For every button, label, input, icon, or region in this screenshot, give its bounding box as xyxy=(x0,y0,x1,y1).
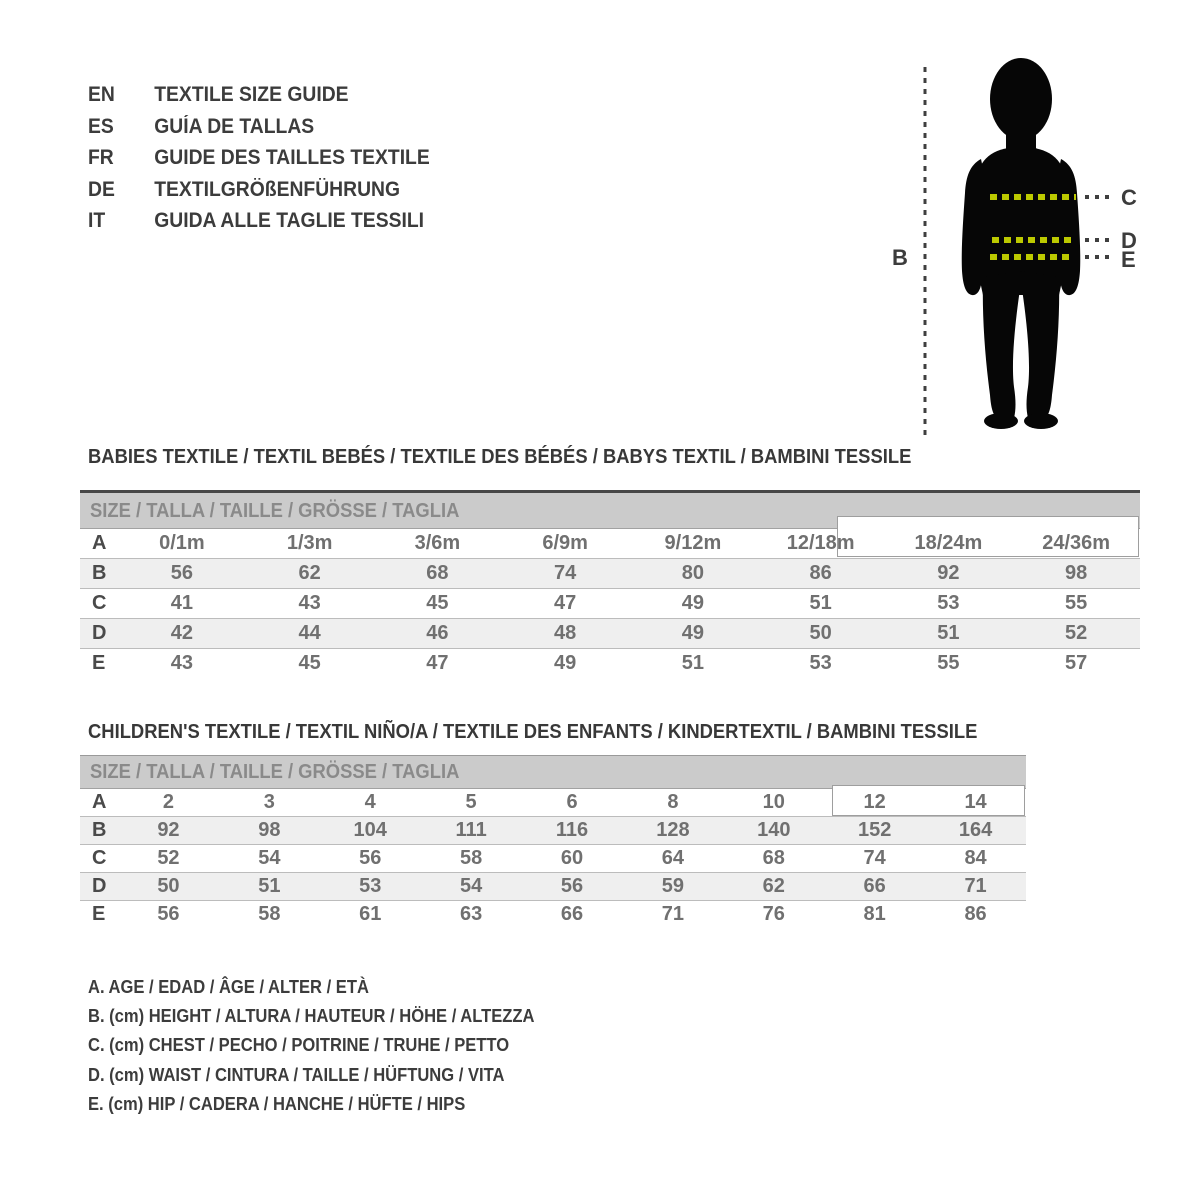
language-code: ES xyxy=(88,114,114,138)
size-value-cell: 8 xyxy=(667,791,679,813)
size-value-cell: 52 xyxy=(157,847,180,869)
guide-title: GUIDA ALLE TAGLIE TESSILI xyxy=(154,209,425,232)
size-value-cell: 128 xyxy=(656,819,690,841)
language-row-fr xyxy=(88,142,459,174)
size-value-cell: 116 xyxy=(555,819,589,841)
size-value-cell: 111 xyxy=(455,819,487,841)
size-value-cell: 1/3m xyxy=(286,532,333,554)
size-value-cell: 10 xyxy=(762,791,785,813)
size-value-cell: 66 xyxy=(560,903,584,925)
row-label: D xyxy=(92,622,107,644)
row-label: D xyxy=(92,875,107,897)
size-value-cell: 6/9m xyxy=(542,532,588,554)
size-value-cell: 44 xyxy=(298,622,321,644)
size-value-cell: 49 xyxy=(681,622,704,644)
size-value-cell: 49 xyxy=(554,652,577,674)
size-value-cell: 86 xyxy=(964,903,987,925)
size-value-cell: 51 xyxy=(937,622,960,644)
size-value-cell: 18/24m xyxy=(914,532,983,554)
size-value-cell: 42 xyxy=(170,622,193,644)
size-value-cell: 60 xyxy=(560,847,584,869)
size-value-cell: 84 xyxy=(964,847,987,869)
child-silhouette xyxy=(962,58,1081,429)
waist-label: D xyxy=(1121,228,1137,253)
row-label: A xyxy=(92,532,107,554)
size-value-cell: 98 xyxy=(1065,562,1088,584)
size-value-cell: 80 xyxy=(681,562,704,584)
size-value-cell: 53 xyxy=(359,875,382,897)
size-value-cell: 54 xyxy=(258,847,281,869)
legend-hip: E. (cm) HIP / CADERA / HANCHE / HÜFTE / HIPS xyxy=(88,1093,466,1114)
size-value-cell: 51 xyxy=(258,875,281,897)
size-value-cell: 56 xyxy=(560,875,584,897)
size-value-cell: 64 xyxy=(661,847,685,869)
size-value-cell: 71 xyxy=(661,903,685,925)
guide-title: TEXTILGRÖßENFÜHRUNG xyxy=(154,177,401,201)
legend-age: A. AGE / EDAD / ÂGE / ALTER / ETÀ xyxy=(88,977,369,997)
table-header-bar: SIZE / TALLA / TAILLE / GRÖSSE / TAGLIA xyxy=(80,755,1026,789)
size-value-cell: 98 xyxy=(258,819,281,841)
row-label: A xyxy=(92,791,107,813)
size-value-cell: 9/12m xyxy=(664,532,722,554)
size-value-cell: 53 xyxy=(809,652,832,674)
size-value-cell: 6 xyxy=(566,791,578,813)
size-value-cell: 59 xyxy=(661,875,685,897)
size-value-cell: 104 xyxy=(353,819,387,841)
size-value-cell: 3/6m xyxy=(414,532,461,554)
size-table-row-b xyxy=(80,559,1140,589)
size-table-row-b xyxy=(80,817,1026,845)
size-value-cell: 2 xyxy=(162,791,174,813)
size-value-cell: 92 xyxy=(157,819,180,841)
size-table-row-c xyxy=(80,589,1140,619)
hip-label: E xyxy=(1121,247,1136,272)
size-value-cell: 12/18m xyxy=(786,532,855,554)
size-value-cell: 43 xyxy=(170,652,193,674)
size-value-cell: 12 xyxy=(863,791,886,813)
child-measurement-figure xyxy=(880,55,1180,445)
size-value-cell: 66 xyxy=(863,875,886,897)
size-value-cell: 48 xyxy=(554,622,577,644)
size-value-cell: 140 xyxy=(757,819,791,841)
size-value-cell: 14 xyxy=(964,791,987,813)
size-value-cell: 68 xyxy=(426,562,449,584)
size-value-cell: 45 xyxy=(298,652,321,674)
size-value-cell: 47 xyxy=(554,592,577,614)
size-value-cell: 58 xyxy=(459,847,483,869)
size-value-cell: 81 xyxy=(863,903,886,925)
size-value-cell: 55 xyxy=(1065,592,1088,614)
row-label: E xyxy=(92,652,106,674)
size-value-cell: 50 xyxy=(809,622,832,644)
row-label: B xyxy=(92,819,107,841)
size-value-cell: 86 xyxy=(809,562,832,584)
size-value-cell: 54 xyxy=(459,875,483,897)
children-section-heading: CHILDREN'S TEXTILE / TEXTIL NIÑO/A / TEXTILE DES ENFANTS / KINDERTEXTIL / BAMBINI TESSILE xyxy=(88,721,978,743)
language-code: FR xyxy=(88,146,114,169)
size-table-row-e xyxy=(80,649,1140,679)
size-value-cell: 49 xyxy=(681,592,704,614)
row-label: B xyxy=(92,562,107,584)
language-row-it xyxy=(88,205,459,237)
size-value-cell: 152 xyxy=(857,819,892,841)
guide-title: GUÍA DE TALLAS xyxy=(154,114,315,138)
size-value-cell: 52 xyxy=(1065,622,1088,644)
size-value-cell: 57 xyxy=(1065,652,1088,674)
size-value-cell: 74 xyxy=(554,562,577,584)
size-value-cell: 43 xyxy=(298,592,321,614)
row-label: C xyxy=(92,592,107,614)
size-value-cell: 5 xyxy=(465,791,477,813)
size-table-row-e xyxy=(80,901,1026,929)
size-table-row-a xyxy=(80,529,1140,559)
size-table-row-d xyxy=(80,619,1140,649)
legend-waist: D. (cm) WAIST / CINTURA / TAILLE / HÜFTUNG / VITA xyxy=(88,1064,505,1085)
size-value-cell: 61 xyxy=(359,903,382,925)
size-value-cell: 50 xyxy=(157,875,180,897)
size-value-cell: 46 xyxy=(426,622,449,644)
size-table-row-c xyxy=(80,845,1026,873)
size-value-cell: 62 xyxy=(762,875,785,897)
size-value-cell: 41 xyxy=(170,592,193,614)
language-code: IT xyxy=(88,209,106,232)
size-value-cell: 74 xyxy=(863,847,886,869)
size-value-cell: 56 xyxy=(359,847,382,869)
size-table-row-a xyxy=(80,789,1026,817)
size-value-cell: 47 xyxy=(426,652,449,674)
language-row-de xyxy=(88,174,459,206)
language-title-list xyxy=(88,79,459,237)
chest-label: C xyxy=(1121,185,1137,210)
size-value-cell: 92 xyxy=(937,562,960,584)
size-value-cell: 4 xyxy=(364,791,376,813)
size-value-cell: 55 xyxy=(937,652,960,674)
size-value-cell: 24/36m xyxy=(1042,532,1111,554)
language-code: EN xyxy=(88,83,115,106)
guide-title: GUIDE DES TAILLES TEXTILE xyxy=(154,146,430,169)
measurement-legend xyxy=(88,973,573,1119)
size-value-cell: 68 xyxy=(762,847,785,869)
size-value-cell: 0/1m xyxy=(159,532,205,554)
legend-height: B. (cm) HEIGHT / ALTURA / HAUTEUR / HÖHE / ALTEZZA xyxy=(88,1006,535,1027)
size-value-cell: 63 xyxy=(459,903,483,925)
child-silhouette-diagram xyxy=(880,55,1180,445)
size-value-cell: 62 xyxy=(298,562,321,584)
babies-section-heading: BABIES TEXTILE / TEXTIL BEBÉS / TEXTILE DES BÉBÉS / BABYS TEXTIL / BAMBINI TESSILE xyxy=(88,446,912,468)
size-value-cell: 3 xyxy=(263,791,275,813)
size-value-cell: 53 xyxy=(937,592,960,614)
babies-size-table xyxy=(80,490,1140,679)
size-table-row-d xyxy=(80,873,1026,901)
size-value-cell: 76 xyxy=(762,903,785,925)
size-value-cell: 164 xyxy=(958,819,993,841)
size-value-cell: 51 xyxy=(809,592,832,614)
children-size-table xyxy=(80,755,1026,929)
row-label: E xyxy=(92,903,106,925)
size-value-cell: 58 xyxy=(258,903,281,925)
size-value-cell: 51 xyxy=(681,652,704,674)
language-row-en xyxy=(88,79,459,111)
language-row-es xyxy=(88,111,459,143)
size-value-cell: 56 xyxy=(157,903,180,925)
size-value-cell: 71 xyxy=(964,875,987,897)
legend-chest: C. (cm) CHEST / PECHO / POITRINE / TRUHE / PETTO xyxy=(88,1035,510,1056)
row-label: C xyxy=(92,847,107,869)
size-value-cell: 45 xyxy=(426,592,449,614)
height-label: B xyxy=(892,245,908,270)
size-value-cell: 56 xyxy=(170,562,193,584)
language-code: DE xyxy=(88,177,115,201)
guide-title: TEXTILE SIZE GUIDE xyxy=(154,83,349,106)
table-header-bar: SIZE / TALLA / TAILLE / GRÖSSE / TAGLIA xyxy=(80,490,1140,529)
